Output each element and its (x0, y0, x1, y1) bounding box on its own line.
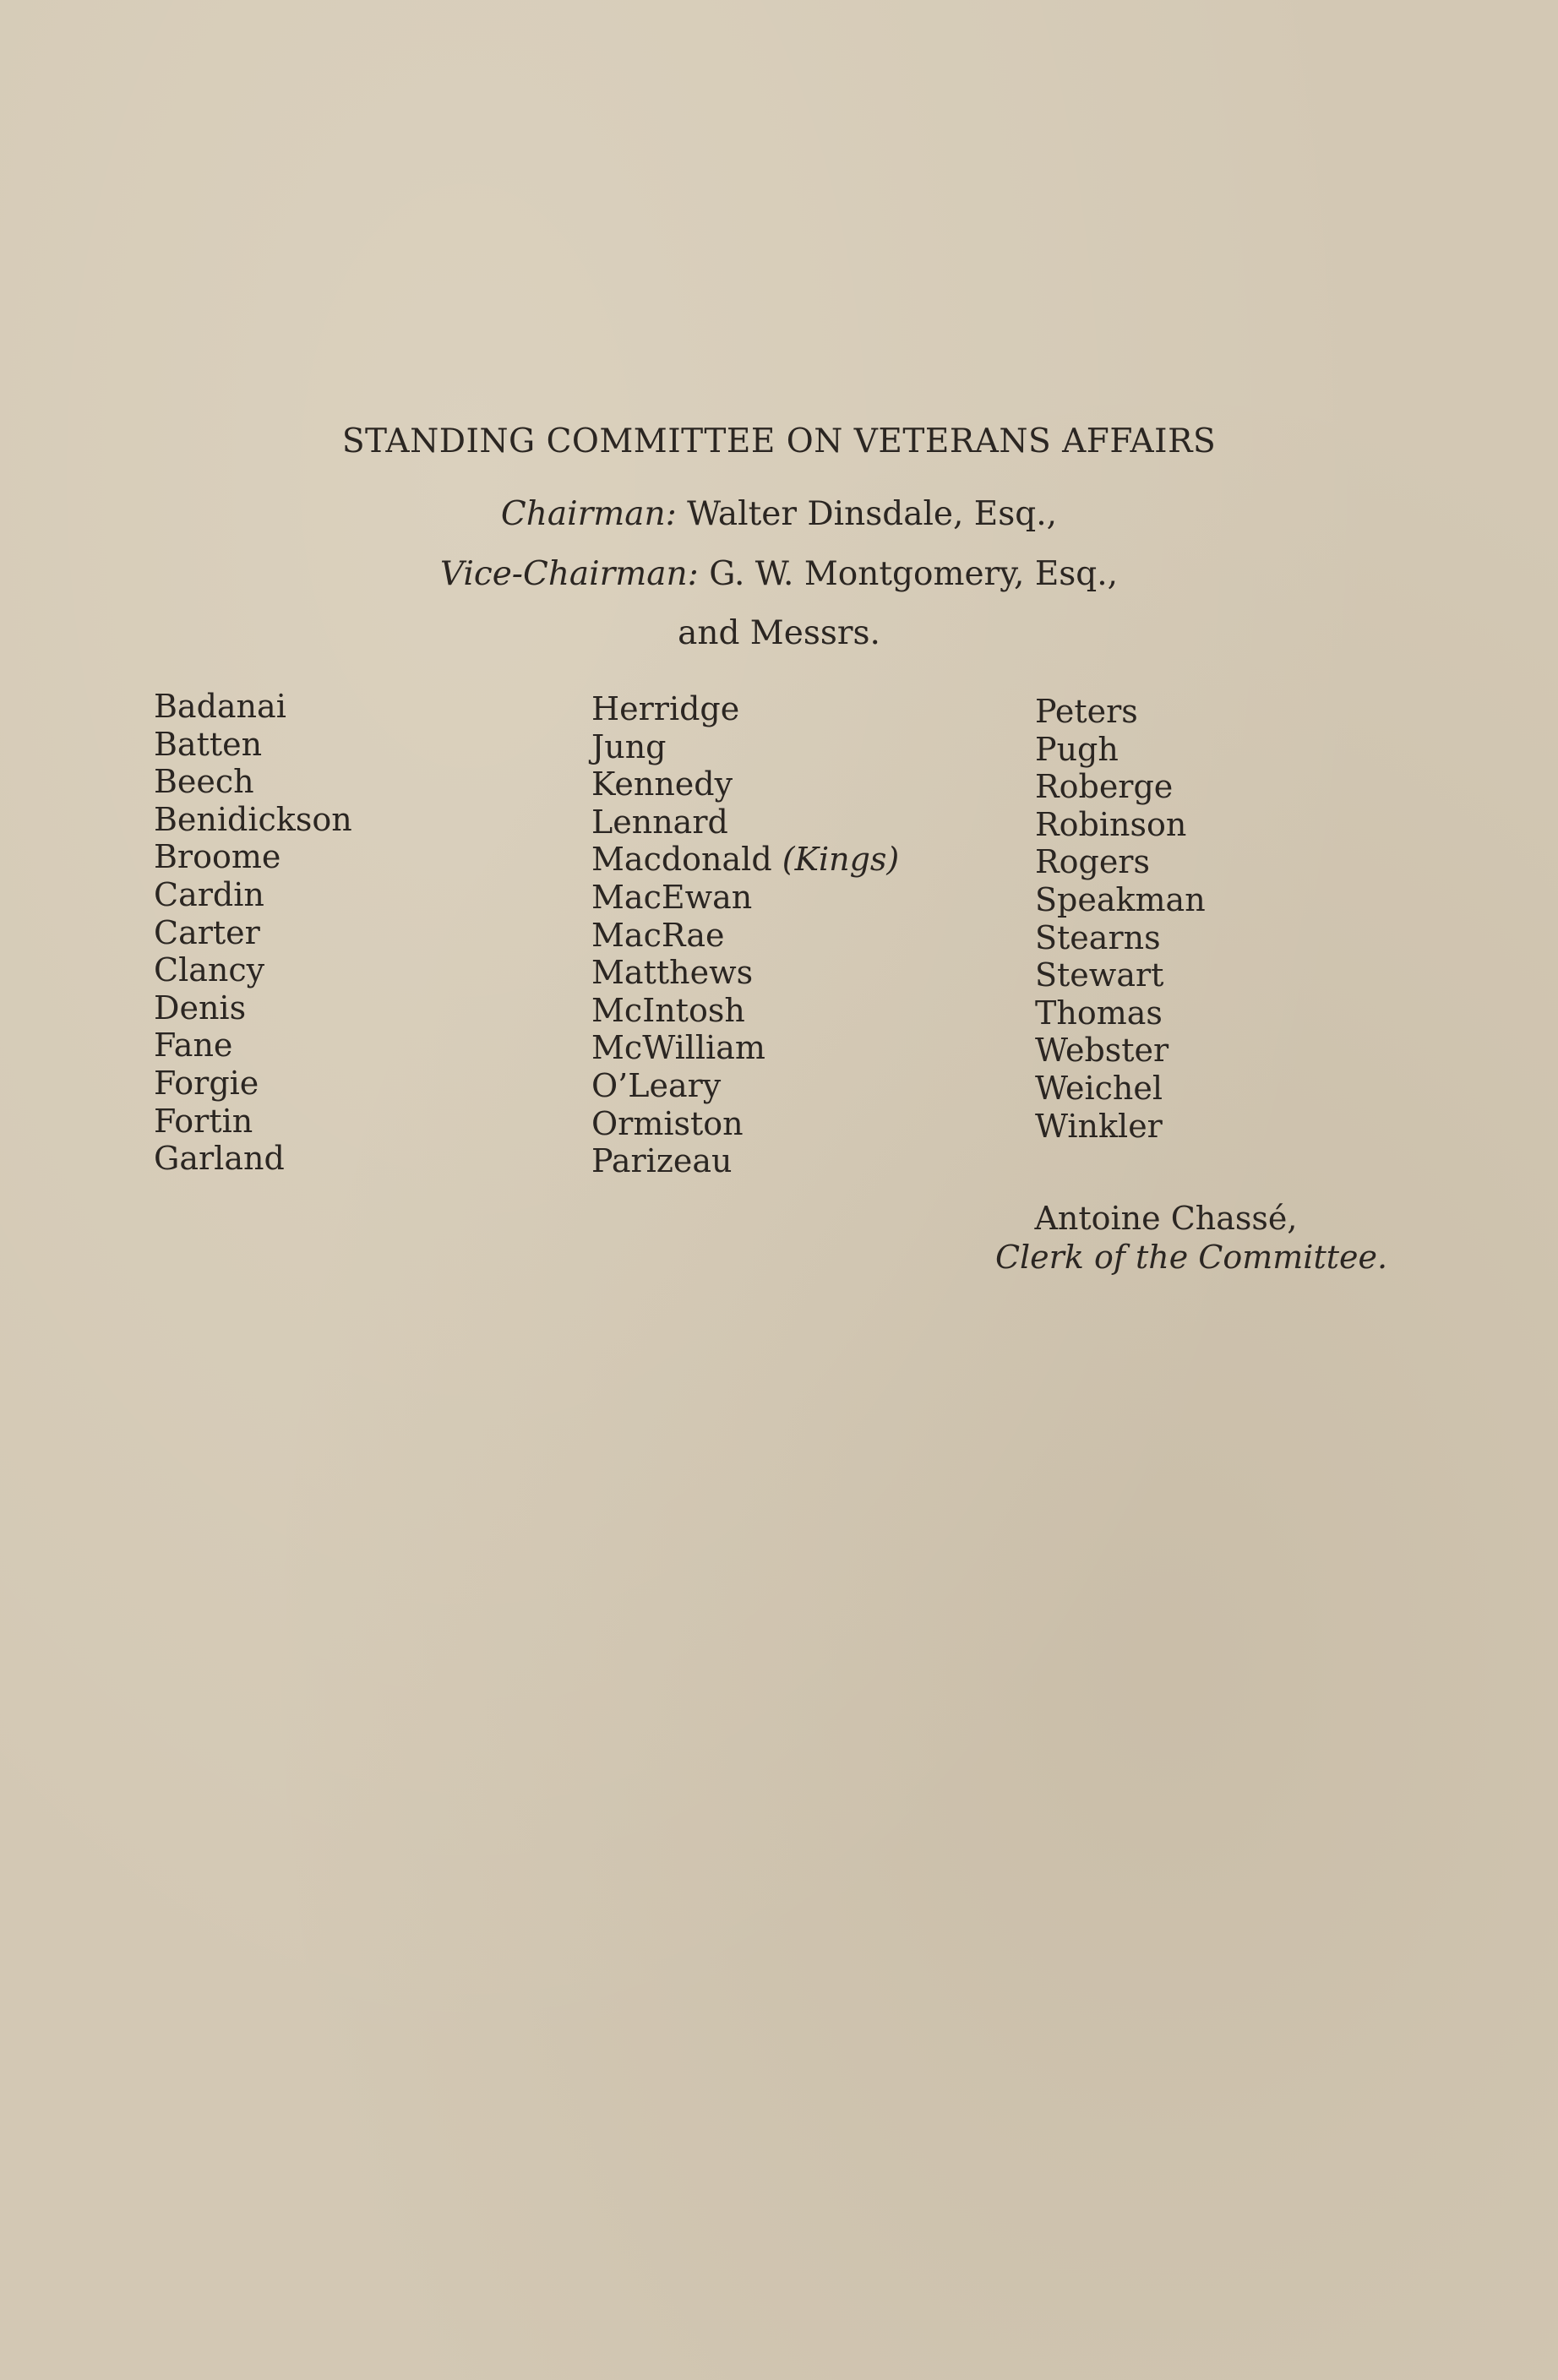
vice-chairman-line (0, 555, 1558, 593)
member-name: Robinson (1035, 805, 1187, 843)
member-name: Roberge (1035, 768, 1174, 806)
vice-chairman-name: G. W. Montgomery, Esq., (709, 555, 1119, 593)
member-name: Forgie (154, 1064, 259, 1102)
member-name: Peters (1035, 693, 1138, 730)
member-name: Speakman (1035, 880, 1206, 918)
member-name: Winkler (1035, 1107, 1163, 1145)
chairman-line (0, 495, 1558, 533)
member-name: Denis (154, 988, 247, 1027)
member-name: Garland (154, 1140, 285, 1178)
member-name: Matthews (591, 954, 754, 992)
member-riding-suffix: (Kings) (782, 841, 900, 879)
member-name: Webster (1035, 1032, 1169, 1070)
member-name: MacEwan (591, 878, 753, 916)
member-name: Stearns (1035, 918, 1161, 956)
member-name: Broome (154, 838, 281, 876)
member-column-3 (1035, 693, 1206, 1145)
member-name: Weichel (1035, 1069, 1163, 1107)
member-name: Rogers (1035, 843, 1150, 881)
member-name: Cardin (154, 875, 264, 913)
member-name: Herridge (591, 690, 740, 727)
member-name: Fane (154, 1027, 233, 1065)
member-name: MacRae (591, 916, 725, 954)
member-name: McWilliam (591, 1029, 765, 1067)
member-name: Beech (154, 763, 254, 801)
member-name: Stewart (1035, 956, 1164, 994)
member-name: Thomas (1035, 994, 1163, 1032)
member-name: McIntosh (591, 991, 745, 1029)
member-name: Batten (154, 725, 263, 763)
member-name: Parizeau (591, 1142, 733, 1180)
member-name: Benidickson (154, 800, 352, 838)
member-name: Fortin (154, 1102, 253, 1140)
document-title: STANDING COMMITTEE ON VETERANS AFFAIRS (341, 422, 1217, 460)
chairman-name: Walter Dinsdale, Esq., (687, 495, 1058, 533)
member-name: Jung (591, 727, 667, 765)
member-name-with-suffix (591, 841, 899, 879)
member-name: Lennard (591, 803, 728, 841)
vice-chairman-role: Vice-Chairman: (439, 555, 699, 593)
messrs-line: and Messrs. (678, 614, 880, 652)
member-name: Badanai (154, 688, 286, 725)
member-column-1 (154, 688, 352, 1178)
member-name: Carter (154, 913, 260, 951)
chairman-role: Chairman: (500, 495, 677, 533)
member-name: Pugh (1035, 730, 1119, 768)
member-name: Macdonald (591, 841, 772, 879)
member-name: Ormiston (591, 1104, 744, 1142)
member-name: Clancy (154, 951, 265, 989)
clerk-name: Antoine Chassé, (1034, 1200, 1298, 1237)
member-column-2 (591, 690, 899, 1180)
clerk-title: Clerk of the Committee. (994, 1239, 1388, 1276)
member-name: O’Leary (591, 1066, 722, 1104)
member-name: Kennedy (591, 765, 733, 803)
